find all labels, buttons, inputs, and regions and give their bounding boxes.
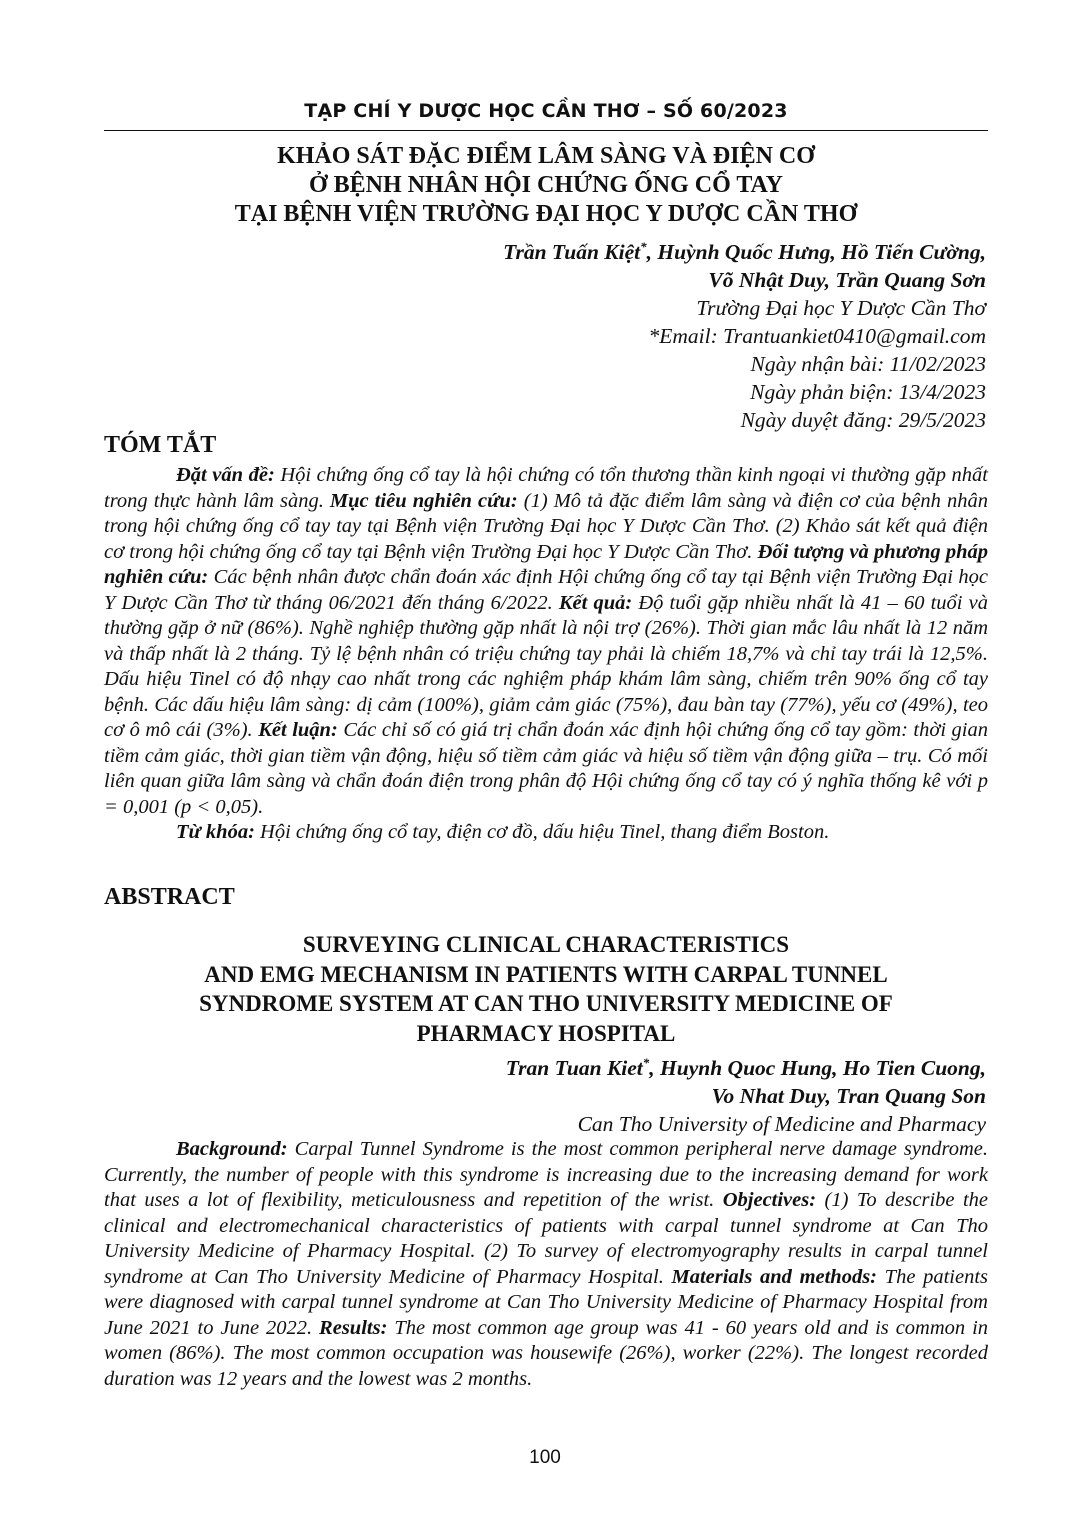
coauthors-vi: , Huỳnh Quốc Hưng, Hồ Tiến Cường, [646,240,986,264]
summary-heading: TÓM TẮT [104,432,217,458]
label-ket-qua: Kết quả: [558,591,633,614]
text-background: Carpal Tunnel Syndrome is the most common peripheral nerve damage syndrome. Currently, the number of people with this syndrome is increasing due to the increasing demand for work that uses a lot of flexibility, meticulousness and repetition of the wrist. [104,1138,988,1211]
authors-en-line1 [506,1054,986,1082]
page-number: 100 [529,1447,561,1468]
label-methods: Materials and methods: [671,1265,878,1288]
corresponding-mark: * [642,1054,650,1070]
summary-vi-paragraph [104,463,988,820]
article-title-vi [104,142,988,229]
corresponding-author-vi: Trần Tuấn Kiệt [503,240,641,264]
abstract-heading: ABSTRACT [104,884,235,910]
title-vi-line: Ở BỆNH NHÂN HỘI CHỨNG ỐNG CỔ TAY [308,172,784,198]
corresponding-mark: * [640,238,647,254]
author-block-vi [503,238,986,434]
text-objectives: (1) To describe the clinical and electromechanical characteristics of patients with carpal tunnel syndrome at Can Tho University Medicine of Pharmacy Hospital. (2) To survey of electromyography results in carpal tunnel syndrome at Can Tho University Medicine of Pharmacy Hospital. [104,1189,988,1288]
corresponding-author-en: Tran Tuan Kiet [505,1056,643,1080]
article-title-en [104,930,988,1048]
authors-vi-line1 [503,238,986,266]
text-methods: The patients were diagnosed with carpal tunnel syndrome at Can Tho University Medicine of Pharmacy Hospital from June 2021 to June 2022. [104,1265,988,1339]
affiliation-vi: Trường Đại học Y Dược Cần Thơ [696,296,986,320]
title-en-line: SYNDROME SYSTEM AT CAN THO UNIVERSITY MEDICINE OF [199,991,893,1016]
abstract-en [104,1137,988,1392]
title-en-line: PHARMACY HOSPITAL [416,1020,676,1046]
text-dat-van-de: Hội chứng ống cổ tay là hội chứng có tổn thương thần kinh ngoại vi thường gặp nhất trong thực hành lâm sàng. [104,464,988,512]
label-ket-luan: Kết luận: [258,719,338,741]
coauthors-en: , Huynh Quoc Hung, Ho Tien Cuong, [649,1056,986,1080]
title-en-line: AND EMG MECHANISM IN PATIENTS WITH CARPAL TUNNEL [204,961,888,987]
authors-vi-line2: Võ Nhật Duy, Trần Quang Sơn [708,268,986,292]
label-doi-tuong: Đối tượng và phương pháp nghiên cứu: [104,540,988,588]
date-reviewed: Ngày phản biện: 13/4/2023 [750,380,986,404]
title-vi-line: TẠI BỆNH VIỆN TRƯỜNG ĐẠI HỌC Y DƯỢC CẦN THƠ [234,201,858,227]
keywords-label: Từ khóa: [176,821,255,843]
label-background: Background: [176,1138,288,1160]
email-vi[interactable]: *Email: Trantuankiet0410@gmail.com [648,324,986,348]
keywords-vi [104,820,988,846]
label-results: Results: [319,1316,388,1339]
label-muc-tieu: Mục tiêu nghiên cứu: [329,489,518,512]
summary-vi [104,463,988,846]
text-ket-qua: Độ tuổi gặp nhiều nhất là 41 – 60 tuổi và thường gặp ở nữ (86%). Nghề nghiệp thường gặp nhất là nội trợ (26%). Thời gian mắc lâu nhất là 12 năm và thấp nhất là 2 tháng. Tỷ lệ bệnh nhân có triệu chứng tay phải là chiếm 18,7% và chỉ tay trái là 12,5%. Dấu hiệu Tinel có độ nhạy cao nhất trong các nghiệm pháp khám lâm sàng, chiếm trên 90% ống cổ tay bệnh. Các dấu hiệu lâm sàng: dị cảm (100%), giảm cảm giác (75%), đau bàn tay (77%), yếu cơ (49%), teo cơ ô mô cái (3%). [104,591,988,741]
keywords-text: Hội chứng ống cổ tay, điện cơ đồ, dấu hiệu Tinel, thang điểm Boston. [254,821,830,843]
label-dat-van-de: Đặt vấn đề: [176,464,275,486]
date-accepted: Ngày duyệt đăng: 29/5/2023 [740,408,986,432]
text-ket-luan: Các chỉ số có giá trị chẩn đoán xác định hội chứng ống cổ tay gồm: thời gian tiềm cảm giác, thời gian tiềm vận động, hiệu số tiềm cảm giác và hiệu số tiềm vận động giữa – trụ. Có mối liên quan giữa lâm sàng và chẩn đoán điện trong phân độ Hội chứng ống cổ tay có ý nghĩa thống kê với p = 0,001 (p < 0,05). [104,719,989,818]
header-rule [104,130,988,131]
journal-header: TẠP CHÍ Y DƯỢC HỌC CẦN THƠ – SỐ 60/2023 [304,100,788,122]
text-results: The most common age group was 41 - 60 years old and is common in women (86%). The most common occupation was housewife (26%), worker (22%). The longest recorded duration was 12 years and the lowest was 2 months. [104,1316,989,1390]
title-vi-line: KHẢO SÁT ĐẶC ĐIỂM LÂM SÀNG VÀ ĐIỆN CƠ [277,143,815,169]
author-block-en [506,1054,986,1138]
text-doi-tuong: Các bệnh nhân được chẩn đoán xác định Hội chứng ống cổ tay tại Bệnh viện Trường Đại học Y Dược Cần Thơ từ tháng 06/2021 đến tháng 6/2022. [104,566,988,614]
title-en-line: SURVEYING CLINICAL CHARACTERISTICS [302,932,790,957]
text-muc-tieu: (1) Mô tả đặc điểm lâm sàng và điện cơ của bệnh nhân trong hội chứng ống cổ tay tay tại Bệnh viện Trường Đại học Y Dược Cần Thơ. (2) Khảo sát kết quả điện cơ trong hội chứng ống cổ tay tại Bệnh viện Trường Đại học Y Dược Cần Thơ. [104,489,988,563]
label-objectives: Objectives: [722,1189,817,1211]
abstract-en-paragraph [104,1137,988,1392]
affiliation-en: Can Tho University of Medicine and Pharmacy [577,1112,986,1136]
authors-en-line2: Vo Nhat Duy, Tran Quang Son [711,1084,986,1108]
date-received: Ngày nhận bài: 11/02/2023 [750,352,986,376]
